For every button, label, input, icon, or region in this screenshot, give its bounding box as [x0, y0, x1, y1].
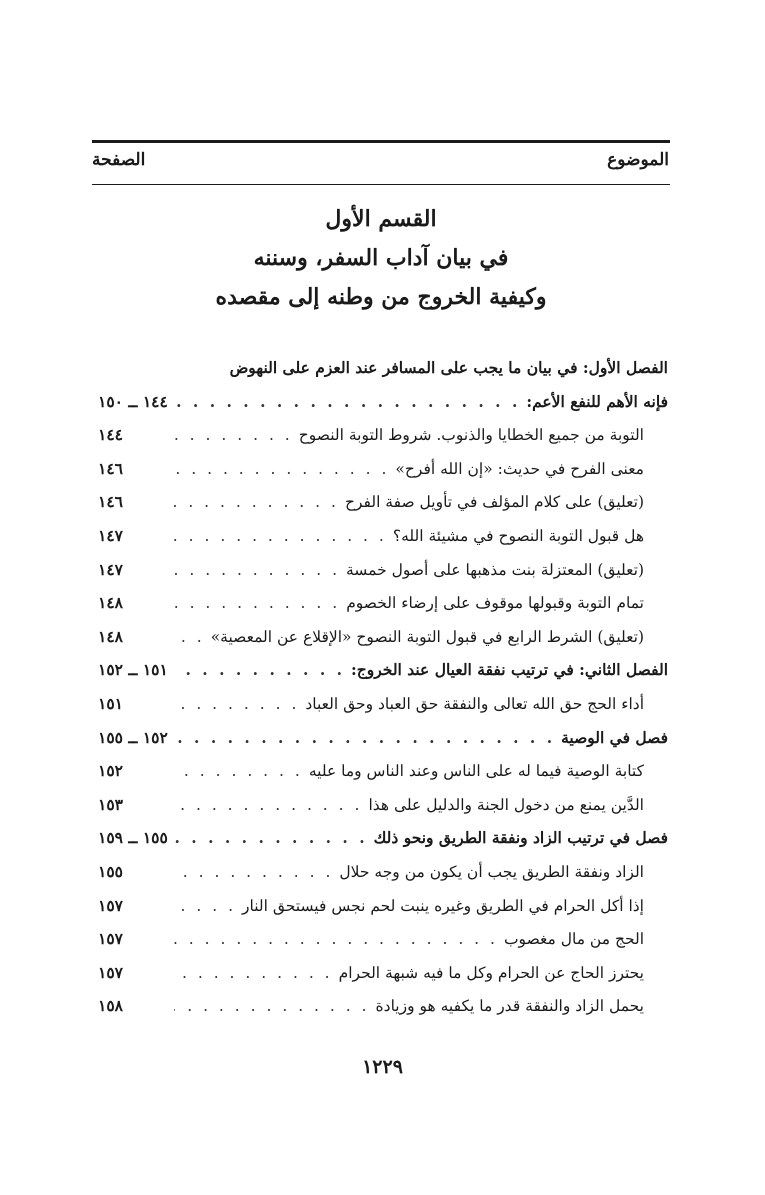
dot-leader [174, 997, 370, 1015]
toc-entry-page: ١٥٧ [98, 895, 123, 915]
toc-entry[interactable] [98, 828, 668, 862]
toc-entry-page: ١٥٣ [98, 794, 123, 814]
dot-leader [174, 897, 236, 915]
toc-entry-title: معنى الفرح في حديث: «إن الله أفرح» [395, 459, 644, 478]
toc-entry-title: إذا أكل الحرام في الطريق وغيره ينبت لحم نجس فيستحق النار [242, 896, 644, 915]
toc-entry[interactable] [98, 896, 668, 930]
toc-entry[interactable] [98, 526, 668, 560]
toc-entry-page: ١٥٢ ــ ١٥٥ [98, 727, 168, 747]
toc-entry-page: ١٥٥ ــ ١٥٩ [98, 828, 168, 848]
toc-entry-title: (تعليق) الشرط الرابع في قبول التوبة النصوح «الإقلاع عن المعصية» [210, 627, 644, 646]
toc-entry-title: التوبة من جميع الخطايا والذنوب. شروط التوبة النصوح [298, 426, 644, 445]
toc-entry-title: الدَّين يمنع من دخول الجنة والدليل على هذا [368, 795, 644, 814]
toc-entry-page: ١٥٧ [98, 962, 123, 982]
dot-leader [174, 964, 333, 982]
dot-leader [174, 561, 340, 579]
toc-entry-page: ١٥٨ [98, 996, 123, 1016]
toc-entry[interactable] [98, 929, 668, 963]
dot-leader [174, 828, 368, 847]
toc-entry-title: يحترز الحاج عن الحرام وكل ما فيه شبهة الحرام [338, 963, 644, 982]
toc-list [98, 358, 668, 1030]
toc-entry-page: ١٤٤ [98, 425, 123, 445]
toc-entry[interactable] [98, 694, 668, 728]
toc-entry[interactable] [98, 996, 668, 1030]
toc-entry[interactable] [98, 795, 668, 829]
toc-entry[interactable] [98, 627, 668, 661]
toc-entry-title: تمام التوبة وقبولها موقوف على إرضاء الخصوم [346, 594, 644, 613]
dot-leader [174, 762, 303, 780]
toc-entry-title: فصل في ترتيب الزاد ونفقة الطريق ونحو ذلك [373, 828, 668, 848]
toc-entry-page: ١٤٦ [98, 458, 123, 478]
toc-entry-title: (تعليق) على كلام المؤلف في تأويل صفة الفرح [344, 493, 644, 512]
dot-leader [174, 930, 498, 948]
toc-entry-title: يحمل الزاد والنفقة قدر ما يكفيه هو وزيادة [375, 997, 644, 1016]
dot-leader [174, 728, 555, 747]
toc-entry-page: ١٥٧ [98, 929, 123, 949]
toc-entry-page: ١٥١ ــ ١٥٢ [98, 660, 168, 680]
toc-entry-title: الحج من مال مغصوب [503, 930, 644, 949]
dot-leader [174, 493, 339, 511]
toc-entry-page: ١٤٤ ــ ١٥٠ [98, 391, 168, 411]
page-number: ١٢٢٩ [362, 1056, 403, 1078]
toc-entry[interactable] [98, 425, 668, 459]
dot-leader [174, 426, 293, 444]
dot-leader [174, 527, 387, 545]
toc-entry-page: ١٥٥ [98, 861, 123, 881]
toc-entry-title: أداء الحج حق الله تعالى والنفقة حق العباد وحق العباد [305, 694, 644, 713]
dot-leader [174, 695, 299, 713]
toc-entry-title: كتابة الوصية فيما له على الناس وعند الناس وما عليه [308, 762, 644, 781]
toc-entry[interactable] [98, 459, 668, 493]
toc-entry-title: الزاد ونفقة الطريق يجب أن يكون من وجه حلال [339, 862, 644, 881]
toc-entry-page: ١٤٧ [98, 559, 123, 579]
dot-leader [174, 594, 340, 612]
toc-entry-page: ١٥٢ [98, 761, 123, 781]
topic-column-header: الموضوع [607, 150, 669, 170]
toc-entry[interactable] [98, 963, 668, 997]
toc-entry-page: ١٤٨ [98, 593, 123, 613]
top-rule [92, 140, 670, 143]
dot-leader [174, 863, 333, 881]
toc-entry[interactable] [98, 560, 668, 594]
page-column-header: الصفحة [92, 150, 146, 170]
toc-entry-page: ١٤٧ [98, 525, 123, 545]
section-title-line2: في بيان آداب السفر، وسننه [253, 245, 509, 271]
section-title-line3: وكيفية الخروج من وطنه إلى مقصده [215, 284, 547, 310]
toc-entry[interactable] [98, 761, 668, 795]
dot-leader [174, 628, 205, 646]
dot-leader [174, 660, 345, 679]
toc-entry-page: ١٥١ [98, 693, 123, 713]
toc-entry-title: (تعليق) المعتزلة بنت مذهبها على أصول خمسة [346, 560, 644, 579]
toc-entry[interactable] [98, 358, 668, 392]
toc-entry[interactable] [98, 392, 668, 426]
dot-leader [174, 796, 362, 814]
toc-entry[interactable] [98, 660, 668, 694]
toc-entry-title: الفصل الثاني: في ترتيب نفقة العيال عند الخروج: [351, 660, 668, 680]
toc-entry[interactable] [98, 593, 668, 627]
toc-entry-title: فإنه الأهم للنفع الأعم: [526, 391, 668, 411]
toc-entry-title: فصل في الوصية [561, 727, 668, 747]
toc-entry[interactable] [98, 862, 668, 896]
header-rule [92, 184, 670, 185]
toc-entry-page: ١٤٨ [98, 626, 123, 646]
toc-entry-title: الفصل الأول: في بيان ما يجب على المسافر عند العزم على النهوض [229, 358, 668, 377]
toc-entry[interactable] [98, 492, 668, 526]
dot-leader [174, 392, 520, 411]
toc-entry[interactable] [98, 728, 668, 762]
toc-entry-title: هل قبول التوبة النصوح في مشيئة الله؟ [392, 526, 644, 545]
section-title-line1: القسم الأول [325, 206, 437, 232]
dot-leader [174, 460, 389, 478]
toc-entry-page: ١٤٦ [98, 492, 123, 512]
